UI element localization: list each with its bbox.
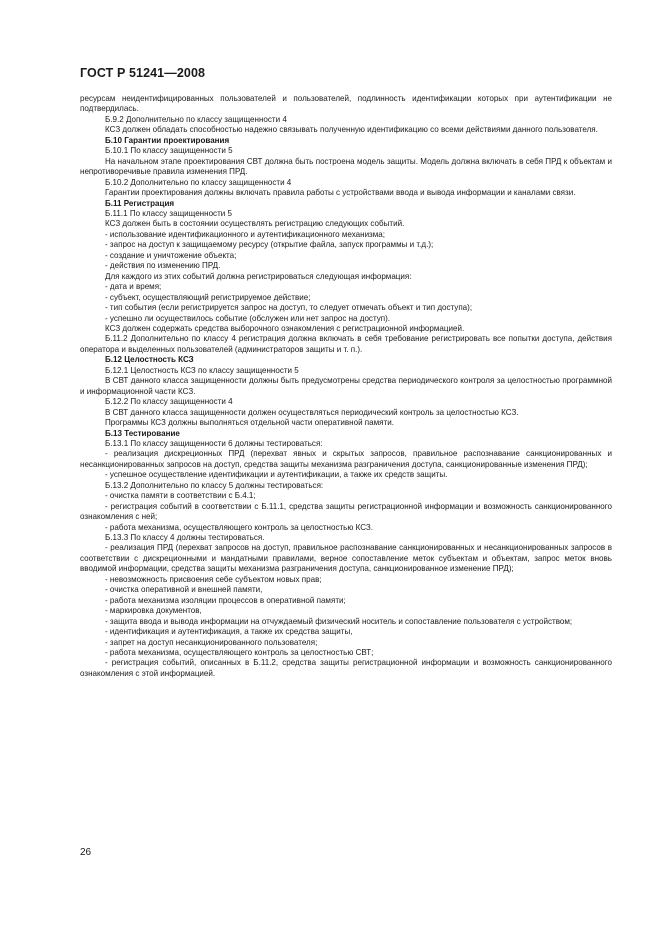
paragraph: - создание и уничтожение объекта; <box>105 250 237 260</box>
section-heading: Б.13 Тестирование <box>105 428 180 438</box>
continued-paragraph: ресурсам неидентифицированных пользователей и пользователей, подлинность идентификации которых при аутентификации не подтвердилась. <box>80 94 612 114</box>
paragraph: - запрос на доступ к защищаемому ресурсу (открытие файла, запуск программы и т.д.); <box>105 240 434 250</box>
paragraph: - очистка оперативной и внешней памяти, <box>105 585 263 595</box>
paragraph: Б.12.2 По классу защищенности 4 <box>105 397 233 407</box>
paragraph: Б.11.1 По классу защищенности 5 <box>105 208 232 218</box>
paragraph: - очистка памяти в соответствии с Б.4.1; <box>105 491 256 501</box>
paragraph: Б.9.2 Дополнительно по классу защищенности 4 <box>105 114 287 124</box>
section-heading: Б.12 Целостность КСЗ <box>105 355 194 365</box>
page-header: ГОСТ Р 51241—2008 <box>80 66 206 80</box>
section-heading: Б.11 Регистрация <box>105 198 175 208</box>
paragraph: - успешно ли осуществилось событие (обслужен или нет запрос на доступ). <box>105 313 391 323</box>
paragraph: Б.11.2 Дополнительно по классу 4 регистрация должна включать в себя требование регистрировать все попытки доступа, действия оператора и выделенных пользователей (администраторов защиты и т. п.). <box>80 334 612 354</box>
paragraph: Б.10.1 По классу защищенности 5 <box>105 146 233 156</box>
paragraph: В СВТ данного класса защищенности должны быть предусмотрены средства периодического контроля за целостностью программной и информационной части КСЗ. <box>80 376 612 396</box>
paragraph: КСЗ должен содержать средства выборочного ознакомления с регистрационной информацией. <box>105 323 465 333</box>
paragraph: - регистрация событий в соответствии с Б.11.1, средства защиты регистрационной информации и возможность санкционированного ознакомления с ней; <box>80 501 612 522</box>
paragraph: - идентификация и аутентификация, а также их средства защиты, <box>105 627 353 637</box>
paragraph: Б.13.3 По классу 4 должны тестироваться. <box>105 533 265 543</box>
paragraph: - успешное осуществление идентификации и аутентификации, а также их средств защиты. <box>105 470 448 480</box>
paragraph: Б.13.2 Дополнительно по классу 5 должны тестироваться: <box>105 480 324 490</box>
paragraph: - субъект, осуществляющий регистрируемое действие; <box>105 292 311 302</box>
paragraph: На начальном этапе проектирования СВТ должна быть построена модель защиты. Модель должна включать в себя ПРД к объектам и непротиворечивые правила изменения ПРД. <box>80 156 612 177</box>
paragraph: - дата и время; <box>105 282 162 292</box>
paragraph: - реализация ПРД (перехват запросов на доступ, правильное распознавание санкционированных и несанкционированных запросов в соответствии с дискреционными и мандатными правилами, верное сопоставление меток субъектам и объектам, запрос меток вновь вводимой информации, средства защиты механизма разграничения доступа, санкционированное изменение ПРД); <box>80 543 612 574</box>
paragraph: - регистрация событий, описанных в Б.11.2, средства защиты регистрационной информации и возможность санкционированного ознакомления с этой информацией. <box>80 658 612 678</box>
paragraph: Для каждого из этих событий должна регистрироваться следующая информация: <box>105 271 412 281</box>
paragraph: - использование идентификационного и аутентификационного механизма; <box>105 229 385 239</box>
paragraph: - работа механизма изоляции процессов в оперативной памяти; <box>105 595 346 605</box>
paragraph: Б.13.1 По классу защищенности 6 должны тестироваться: <box>105 438 323 448</box>
paragraph: - работа механизма, осуществляющего контроль за целостностью СВТ; <box>105 648 374 658</box>
paragraph: Гарантии проектирования должны включать правила работы с устройствами ввода и вывода информации и каналами связи. <box>105 188 576 198</box>
document-body <box>80 94 612 679</box>
paragraph: Б.10.2 Дополнительно по классу защищенности 4 <box>105 177 292 187</box>
paragraph: - защита ввода и вывода информации на отчуждаемый физический носитель и сопоставление пользователя с устройством; <box>105 616 573 626</box>
page-number: 26 <box>80 847 92 858</box>
paragraph: - работа механизма, осуществляющего контроль за целостностью КСЗ. <box>105 522 374 532</box>
paragraph: КСЗ должен обладать способностью надежно связывать полученную идентификацию со всеми действиями данного пользователя. <box>105 125 598 135</box>
section-heading: Б.10 Гарантии проектирования <box>105 135 230 145</box>
paragraph: Б.12.1 Целостность КСЗ по классу защищенности 5 <box>105 365 299 375</box>
paragraph: - маркировка документов, <box>105 606 202 616</box>
paragraph: - действия по изменению ПРД. <box>105 261 221 271</box>
paragraph: В СВТ данного класса защищенности должен осуществляться периодический контроль за целостностью КСЗ. <box>105 407 519 417</box>
paragraph: - реализация дискреционных ПРД (перехват явных и скрытых запросов, правильное распознавание санкционированных и несанкционированных запросов на доступ, средства защиты механизма разграничения доступа, санкционированные изменения ПРД); <box>80 449 612 469</box>
paragraph: - невозможность присвоения себе субъектом новых прав; <box>105 574 322 584</box>
paragraph: - запрет на доступ несанкционированного пользователя; <box>105 637 318 647</box>
paragraph: КСЗ должен быть в состоянии осуществлять регистрацию следующих событий. <box>105 219 405 229</box>
paragraph: Программы КСЗ должны выполняться отдельной части оперативной памяти. <box>105 418 394 428</box>
paragraph: - тип события (если регистрируется запрос на доступ, то следует отмечать объект и тип доступа); <box>105 303 473 313</box>
